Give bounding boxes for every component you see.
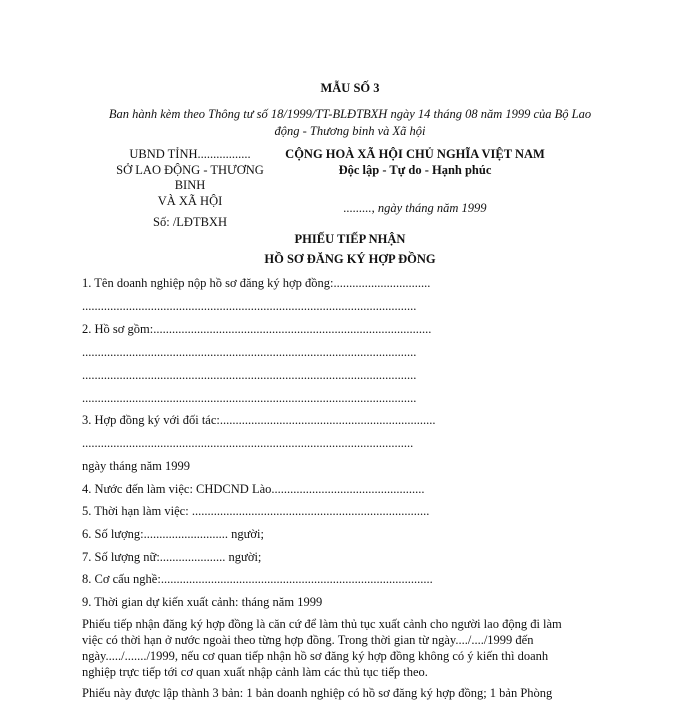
issuance-note-line2: động - Thương binh và Xã hội [274, 124, 426, 138]
field-2-continuation-1: ........................................................................................................... [82, 345, 417, 359]
field-4-destination-country: 4. Nước đến làm việc: CHDCND Lào................................................. [82, 482, 425, 496]
authority-province: UBND TỈNH................. [129, 147, 251, 161]
issuance-note-line1: Ban hành kèm theo Thông tư số 18/1999/TT-BLĐTBXH ngày 14 tháng 08 năm 1999 của Bộ Lao [108, 107, 592, 121]
field-3-contract-partner: 3. Hợp đồng ký với đối tác:..................................................................... [82, 413, 436, 427]
field-1-enterprise-name: 1. Tên doanh nghiệp nộp hồ sơ đăng ký hợp đồng:............................... [82, 276, 431, 290]
field-1-continuation: ........................................................................................................... [82, 299, 417, 313]
authority-department-cont2: VÀ XÃ HỘI [157, 194, 223, 208]
field-9-departure-time: 9. Thời gian dự kiến xuất cảnh: tháng năm 1999 [82, 595, 323, 609]
note-paragraph-line1: Phiếu tiếp nhận đăng ký hợp đồng là căn cứ để làm thủ tục xuất cảnh cho người lao động đi làm [82, 617, 562, 631]
form-title: MẪU SỐ 3 [320, 81, 380, 95]
copies-paragraph-line1: Phiếu này được lập thành 3 bản: 1 bản doanh nghiệp có hồ sơ đăng ký hợp đồng; 1 bản Phòng [82, 686, 553, 700]
note-paragraph-line2: việc có thời hạn ở nước ngoài theo từng hợp đồng. Trong thời gian từ ngày..../..../1999 đến [82, 633, 534, 647]
field-2-documents: 2. Hồ sơ gồm:......................................................................................... [82, 322, 432, 336]
national-motto: Độc lập - Tự do - Hạnh phúc [338, 163, 492, 177]
national-title: CỘNG HOÀ XÃ HỘI CHỦ NGHĨA VIỆT NAM [285, 147, 545, 161]
place-date-line: ........., ngày tháng năm 1999 [343, 201, 487, 215]
field-3-continuation: .......................................................................................................... [82, 436, 414, 450]
authority-department: SỞ LAO ĐỘNG - THƯƠNG [116, 163, 264, 177]
authority-department-cont1: BINH [174, 178, 206, 192]
receipt-title: PHIẾU TIẾP NHẬN [294, 232, 406, 246]
field-3-date: ngày tháng năm 1999 [82, 459, 190, 473]
note-paragraph-line4: nghiệp trực tiếp tới cơ quan xuất nhập cảnh làm các thủ tục tiếp theo. [82, 665, 428, 679]
field-6-quantity: 6. Số lượng:........................... người; [82, 527, 264, 541]
receipt-subtitle: HỒ SƠ ĐĂNG KÝ HỢP ĐỒNG [264, 252, 436, 266]
field-5-work-duration: 5. Thời hạn làm việc: ............................................................................ [82, 504, 430, 518]
field-7-female-quantity: 7. Số lượng nữ:..................... người; [82, 550, 262, 564]
field-2-continuation-2: ........................................................................................................... [82, 368, 417, 382]
document-number: Số: /LĐTBXH [153, 215, 227, 229]
field-8-occupation-structure: 8. Cơ cấu nghề:....................................................................................... [82, 572, 433, 586]
field-2-continuation-3: ........................................................................................................... [82, 391, 417, 405]
note-paragraph-line3: ngày...../......./1999, nếu cơ quan tiếp nhận hồ sơ đăng ký hợp đồng không có ý kiến thì doanh [82, 649, 549, 663]
